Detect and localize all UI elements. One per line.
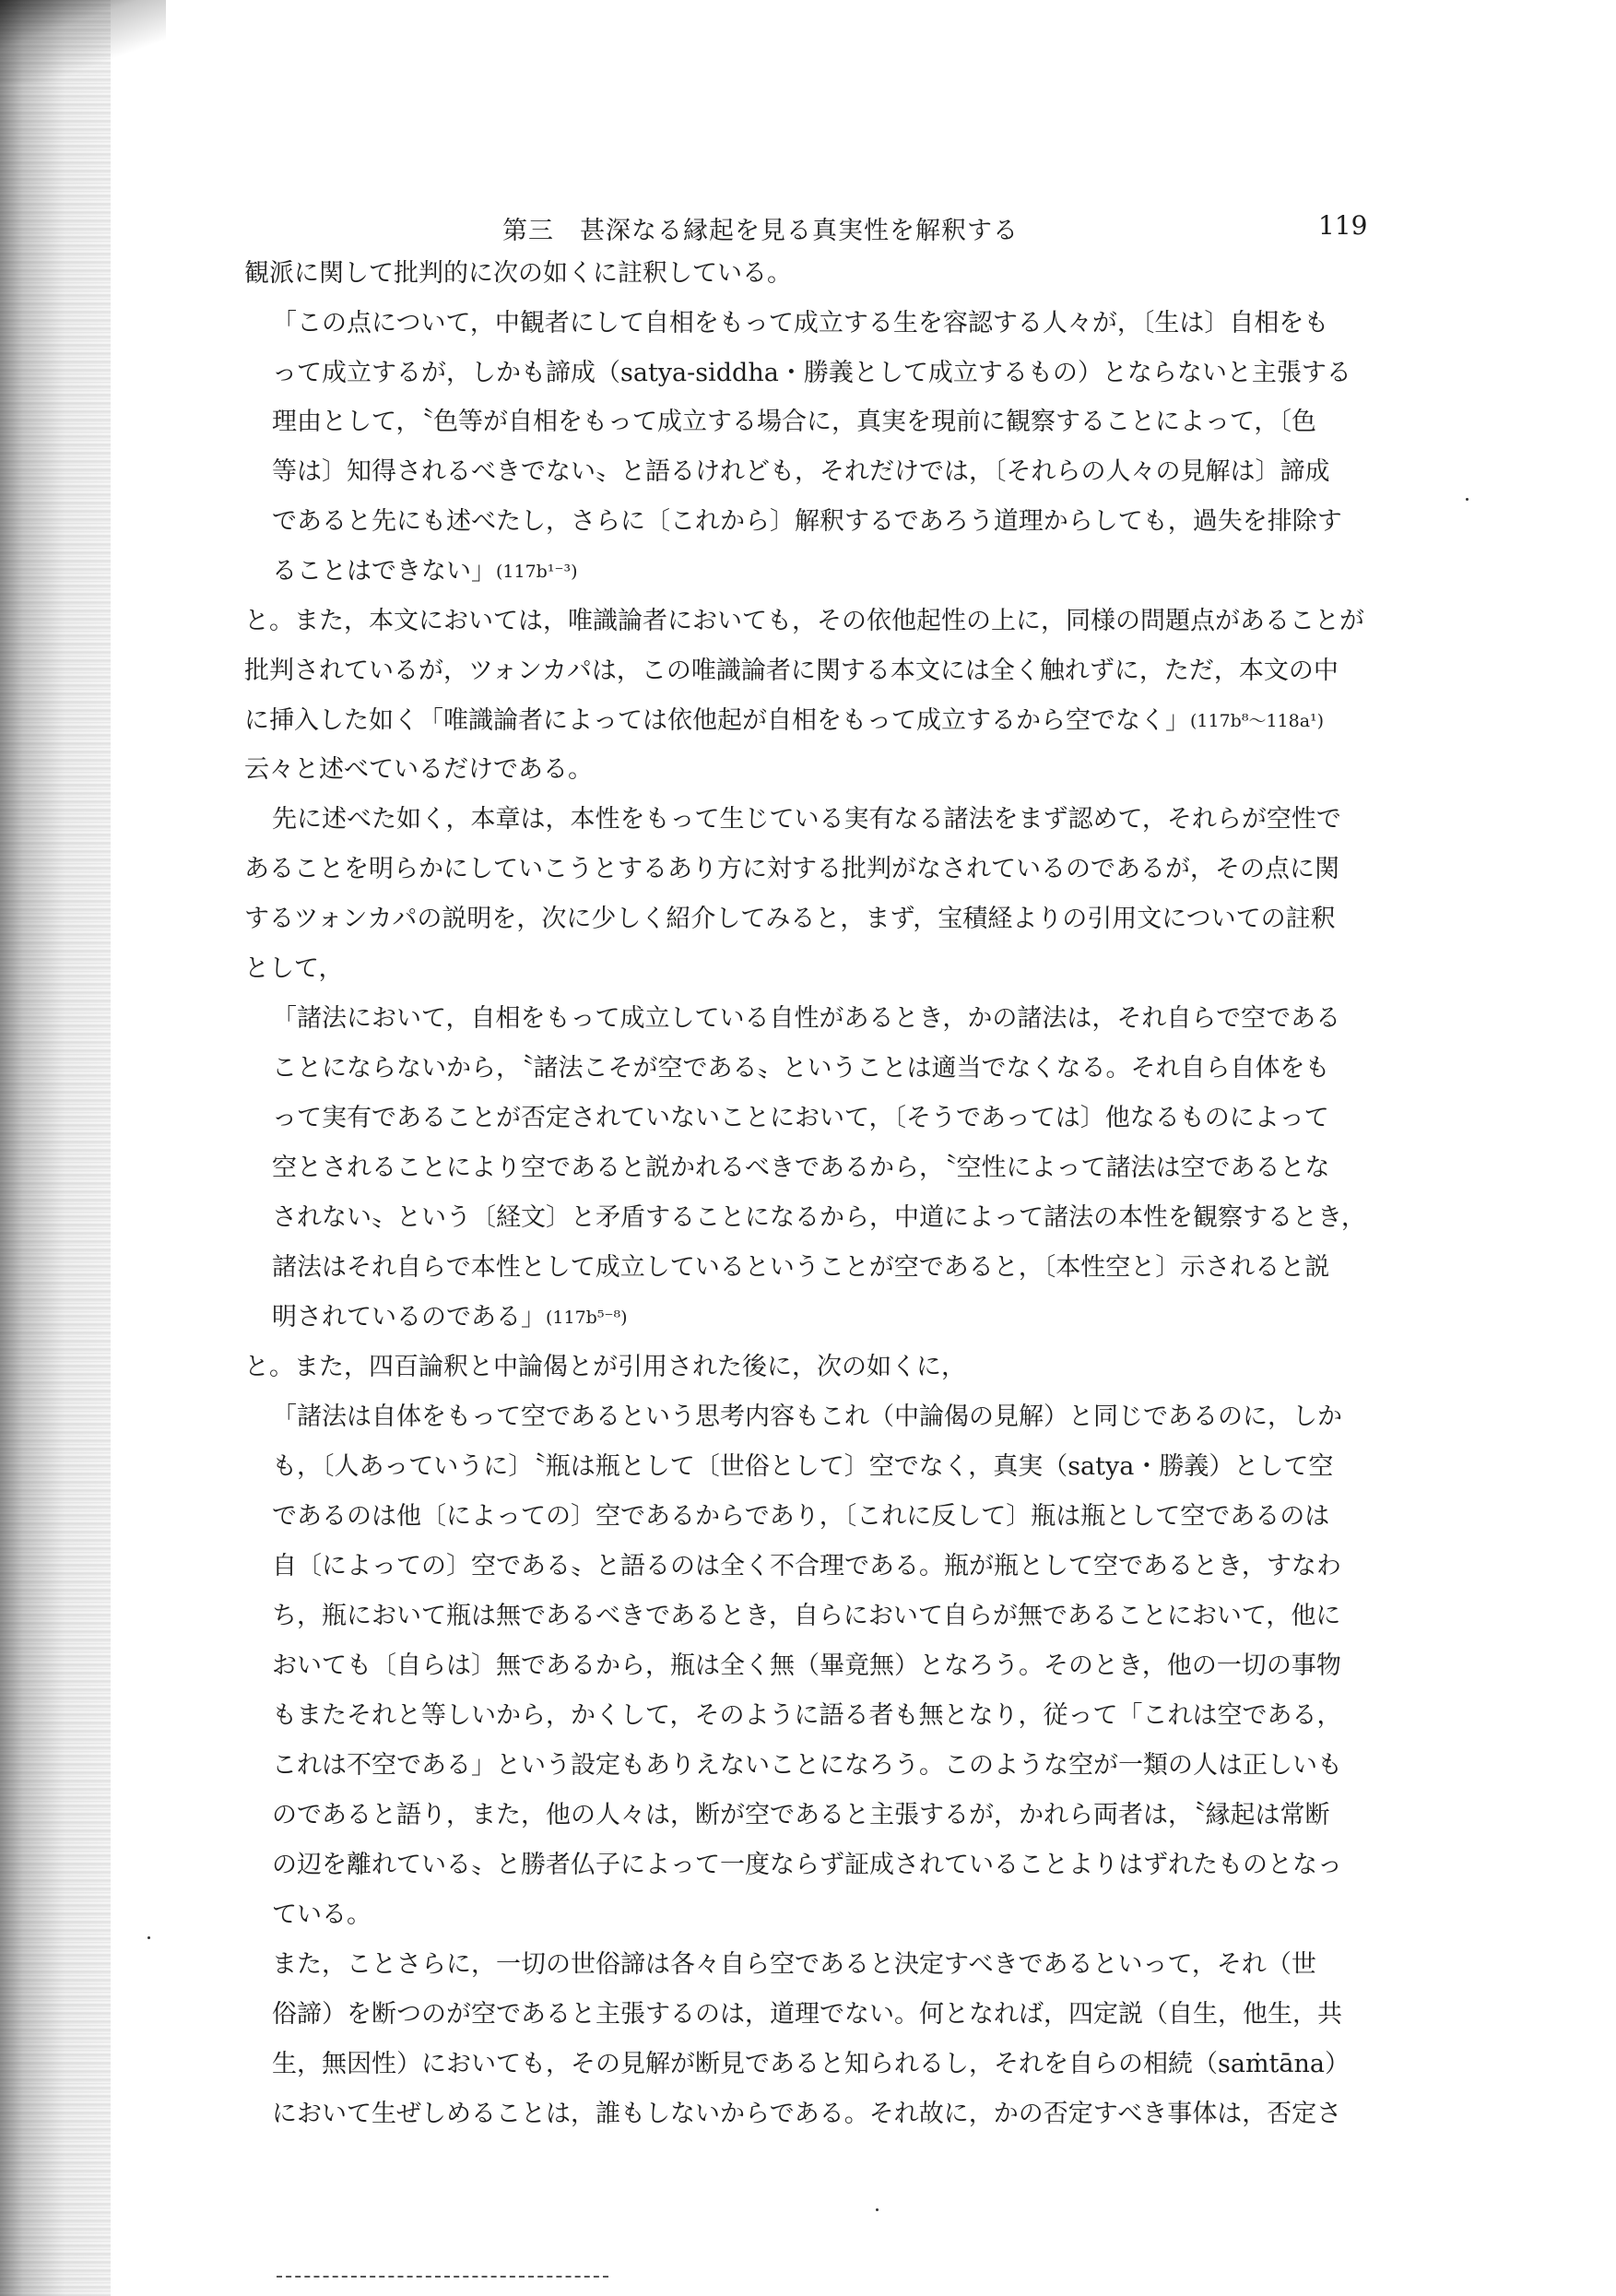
line-text: と。また，本文においては，唯識論者においても，その依他起性の上に，同様の問題点があることが xyxy=(244,607,1364,635)
line-text: 批判されているが，ツォンカパは，この唯識論者に関する本文には全く触れずに，ただ，本文の中 xyxy=(244,657,1339,685)
line-text: 自〔によっての〕空である〟と語るのは全く不合理である。瓶が瓶として空であるとき，すなわ xyxy=(272,1552,1341,1580)
text-line xyxy=(244,754,593,786)
line-text: また，ことさらに，一切の世俗諦は各々自ら空であると決定すべきであるといって，それ（世 xyxy=(272,1950,1316,1979)
text-line xyxy=(272,1103,1329,1134)
line-text: ことにならないから，〝諸法こそが空である〟ということは適当でなくなる。それ自ら自体をも xyxy=(272,1054,1330,1083)
line-text: も，〔人あっていうに〕〝瓶は瓶として〔世俗として〕空でなく，真実（satya・勝義）として空 xyxy=(272,1452,1334,1481)
citation-ref: (117b⁸〜118a¹) xyxy=(1190,711,1325,731)
line-text: 明されているのである」 xyxy=(272,1303,546,1331)
text-line xyxy=(272,1551,1341,1582)
line-text: あることを明らかにしていこうとするあり方に対する批判がなされているのであるが，その点に関 xyxy=(244,855,1339,883)
line-text: として， xyxy=(244,954,344,983)
text-line xyxy=(272,1601,1340,1632)
line-text: って成立するが，しかも諦成（satya-siddha・勝義として成立するもの）とならないと主張する xyxy=(272,359,1351,387)
text-line xyxy=(272,1003,1340,1035)
line-text: もまたそれと等しいから，かくして，そのように語る者も無となり，従って「これは空である， xyxy=(272,1701,1342,1730)
text-line xyxy=(272,456,1330,488)
scan-speck xyxy=(1466,498,1469,501)
text-line xyxy=(272,1451,1333,1483)
line-text: ている。 xyxy=(272,1900,372,1929)
text-line xyxy=(272,1402,1342,1433)
page-number: 119 xyxy=(1318,210,1368,241)
text-line xyxy=(272,506,1342,538)
line-text: 等は〕知得されるべきでない〟と語るけれども，それだけでは，〔それらの人々の見解は〕諦成 xyxy=(272,457,1330,486)
line-text: されない〟という〔経文〕と矛盾することになるから，中道によって諸法の本性を観察するとき， xyxy=(272,1203,1366,1232)
line-text: において生ぜしめることは，誰もしないからである。それ故に，かの否定すべき事体は，否定さ xyxy=(272,2100,1342,2128)
text-line xyxy=(272,308,1328,339)
text-line xyxy=(272,1900,372,1931)
scan-edge-artifact xyxy=(0,0,111,2296)
text-line xyxy=(244,705,1324,737)
text-line xyxy=(272,2099,1341,2130)
text-line xyxy=(272,1202,1366,1234)
line-text: ることはできない」 xyxy=(272,557,496,586)
scan-speck xyxy=(876,2208,879,2211)
line-text: 空とされることにより空であると説かれるべきであるから，〝空性によって諸法は空であるとな xyxy=(272,1154,1330,1182)
text-line xyxy=(272,1053,1330,1084)
running-title: 第三 甚深なる縁起を見る真実性を解釈する xyxy=(502,217,1019,245)
text-line xyxy=(272,556,578,587)
text-line xyxy=(272,1850,1342,1881)
scan-corner-artifact xyxy=(0,0,166,83)
line-text: であるのは他〔によっての〕空であるからであり，〔これに反して〕瓶は瓶として空であるのは xyxy=(272,1502,1330,1531)
text-line xyxy=(272,1302,628,1333)
scan-bottom-marks xyxy=(277,2276,608,2283)
text-line xyxy=(244,1352,966,1383)
line-text: これは不空である」という設定もありえないことになろう。このような空が一類の人は正しいも xyxy=(272,1751,1342,1780)
text-line xyxy=(244,656,1339,687)
text-line xyxy=(272,1651,1341,1682)
scan-speck xyxy=(147,1936,150,1939)
text-line xyxy=(272,358,1351,389)
line-text: 云々と述べているだけである。 xyxy=(244,755,593,784)
line-text: 「諸法は自体をもって空であるという思考内容もこれ（中論偈の見解）と同じであるのに，しか xyxy=(272,1402,1342,1431)
text-line xyxy=(272,804,1341,835)
text-line xyxy=(244,904,1336,935)
line-text: 諸法はそれ自らで本性として成立しているということが空であると，〔本性空と〕示されると説 xyxy=(272,1253,1330,1282)
line-text: であると先にも述べたし，さらに〔これから〕解釈するであろう道理からしても，過失を排除す xyxy=(272,507,1342,536)
text-line xyxy=(272,1153,1330,1184)
line-text: ち，瓶において瓶は無であるべきであるとき，自らにおいて自らが無であることにおいて，他に xyxy=(272,1602,1341,1630)
line-text: 先に述べた如く，本章は，本性をもって生じている実有なる諸法をまず認めて，それらが空性で xyxy=(272,805,1341,834)
line-text: に挿入した如く「唯識論者によっては依他起が自相をもって成立するから空でなく」 xyxy=(244,706,1190,735)
line-text: 「諸法において，自相をもって成立している自性があるとき，かの諸法は，それ自らで空である xyxy=(272,1004,1341,1033)
text-line xyxy=(244,953,343,985)
text-line xyxy=(244,854,1339,885)
citation-ref: (117b⁵⁻⁸) xyxy=(546,1308,628,1328)
text-line xyxy=(272,1252,1329,1284)
text-line xyxy=(272,1750,1342,1781)
line-text: と。また，四百論釈と中論偈とが引用された後に，次の如くに， xyxy=(244,1353,966,1381)
text-line xyxy=(272,1999,1342,2030)
line-text: って実有であることが否定されていないことにおいて，〔そうであっては〕他なるものによって xyxy=(272,1104,1329,1132)
line-text: おいても〔自らは〕無であるから，瓶は全く無（畢竟無）となろう。そのとき，他の一切の事物 xyxy=(272,1651,1341,1680)
text-line xyxy=(244,606,1364,637)
text-line xyxy=(272,1949,1316,1981)
line-text: のであると語り，また，他の人々は，断が空であると主張するが，かれら両者は，〝縁起は常断 xyxy=(272,1801,1330,1829)
text-line xyxy=(272,1800,1330,1831)
text-line xyxy=(244,258,792,290)
text-line xyxy=(272,1501,1329,1533)
line-text: 生，無因性）においても，その見解が断見であると知られるし，それを自らの相続（saṁtāna） xyxy=(272,2050,1350,2078)
text-line xyxy=(272,1700,1341,1732)
line-text: 観派に関して批判的に次の如くに註釈している。 xyxy=(244,259,792,288)
citation-ref: (117b¹⁻³) xyxy=(496,562,578,582)
line-text: 「この点について，中観者にして自相をもって成立する生を容認する人々が，〔生は〕自相をも xyxy=(272,309,1329,337)
line-text: 俗諦）を断つのが空であると主張するのは，道理でない。何となれば，四定説（自生，他生，共 xyxy=(272,2000,1342,2029)
text-line xyxy=(272,2049,1350,2080)
line-text: するツォンカパの説明を，次に少しく紹介してみると，まず，宝積経よりの引用文についての註釈 xyxy=(244,905,1336,933)
line-text: 理由として，〝色等が自相をもって成立する場合に，真実を現前に観察することによって，〔色 xyxy=(272,408,1316,436)
line-text: の辺を離れている〟と勝者仏子によって一度ならず証成されていることよりはずれたものとなっ xyxy=(272,1851,1342,1879)
text-line xyxy=(272,407,1316,438)
